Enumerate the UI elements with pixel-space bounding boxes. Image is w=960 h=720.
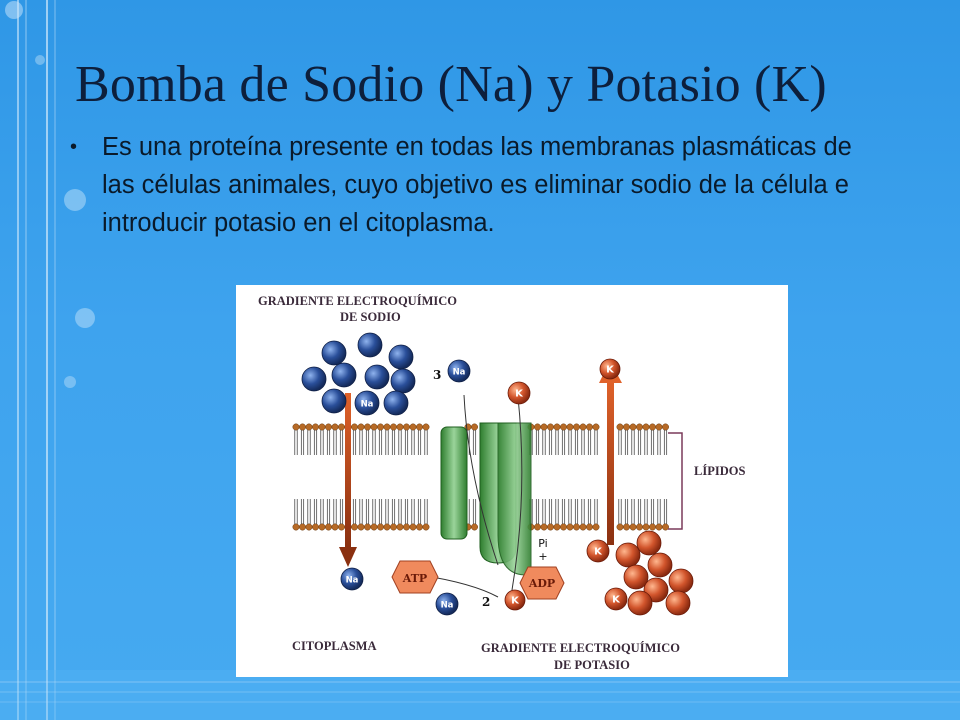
lipid-head: [593, 524, 599, 530]
pump-protein-right: [498, 423, 531, 575]
pi-label: Pi: [538, 537, 548, 550]
lipid-tail: [301, 430, 303, 455]
count-k: 2: [482, 595, 491, 609]
potassium-ion: [669, 569, 693, 593]
potassium-symbol: K: [511, 595, 519, 607]
lipid-tail: [562, 430, 564, 455]
lipid-head: [649, 524, 655, 530]
lipid-head: [662, 424, 668, 430]
lipid-head: [325, 524, 331, 530]
potassium-ion: [605, 588, 627, 610]
lipid-tail: [562, 499, 564, 524]
count-na: 3: [433, 368, 442, 382]
lipid-tail: [425, 430, 427, 455]
lipid-head: [643, 524, 649, 530]
lipid-head: [547, 524, 553, 530]
adp-label: ADP: [528, 577, 556, 590]
lipid-head: [643, 424, 649, 430]
lipid-tail: [556, 430, 558, 455]
lipid-head: [351, 524, 357, 530]
lipid-tail: [549, 499, 551, 524]
potassium-ion: [637, 531, 661, 555]
lipid-tail: [658, 499, 660, 524]
sodium-ion: [358, 333, 382, 357]
lipid-tail: [651, 430, 653, 455]
lipid-tail: [582, 430, 584, 455]
lipid-tail: [595, 499, 597, 524]
lipid-head: [560, 424, 566, 430]
sodium-gradient-arrow-shaft: [345, 393, 351, 547]
lipid-head: [586, 424, 592, 430]
lipid-head: [299, 524, 305, 530]
potassium-gradient-label-line2: DE POTASIO: [554, 658, 630, 672]
potassium-ion: [616, 543, 640, 567]
lipid-tail: [536, 499, 538, 524]
potassium-ion: [624, 565, 648, 589]
potassium-gradient-arrow-shaft: [607, 379, 614, 545]
lipid-tail: [588, 430, 590, 455]
potassium-symbol: K: [606, 364, 614, 376]
lipid-head: [416, 524, 422, 530]
lipid-head: [630, 524, 636, 530]
sodium-gradient-arrowhead: [339, 547, 357, 567]
lipid-head: [656, 524, 662, 530]
lipid-head: [403, 524, 409, 530]
lipid-tail: [327, 499, 329, 524]
lipid-head: [636, 524, 642, 530]
sodium-ion: [448, 360, 470, 382]
lipid-tail: [595, 430, 597, 455]
lipid-tail: [340, 499, 342, 524]
lipid-head: [586, 524, 592, 530]
lipid-tail: [418, 499, 420, 524]
lipid-head: [384, 524, 390, 530]
lipid-head: [371, 524, 377, 530]
potassium-ion: [508, 382, 530, 404]
lipid-tail: [536, 430, 538, 455]
lipid-tail: [569, 499, 571, 524]
lipid-head: [423, 424, 429, 430]
lipid-tail: [664, 499, 666, 524]
lipid-tail: [308, 499, 310, 524]
sodium-ion: [322, 389, 346, 413]
lipid-head: [358, 424, 364, 430]
lipid-tail: [582, 499, 584, 524]
lipid-head: [377, 424, 383, 430]
sodium-symbol: Na: [345, 575, 359, 586]
sodium-ion: [389, 345, 413, 369]
lipid-head: [471, 524, 477, 530]
lipid-tail: [588, 499, 590, 524]
lipid-tail: [473, 499, 475, 524]
lipid-head: [384, 424, 390, 430]
sodium-symbol: Na: [440, 600, 454, 611]
lipid-tail: [556, 499, 558, 524]
lipid-tail: [405, 430, 407, 455]
lipid-tail: [638, 430, 640, 455]
lipid-tail: [327, 430, 329, 455]
lipid-head: [390, 424, 396, 430]
atp-label: ATP: [402, 572, 428, 585]
lipid-tail: [645, 499, 647, 524]
lipid-head: [573, 524, 579, 530]
lipid-head: [319, 524, 325, 530]
bullet-list: [60, 128, 860, 242]
lipid-head: [332, 424, 338, 430]
lipid-head: [623, 524, 629, 530]
lipid-head: [623, 424, 629, 430]
lipid-head: [541, 424, 547, 430]
lipid-tail: [353, 430, 355, 455]
potassium-ion: [648, 553, 672, 577]
lipid-tail: [638, 499, 640, 524]
lipid-head: [567, 424, 573, 430]
lipid-head: [617, 424, 623, 430]
lipid-head: [593, 424, 599, 430]
potassium-symbol: K: [515, 388, 523, 400]
lipid-head: [630, 424, 636, 430]
lipid-head: [332, 524, 338, 530]
lipid-tail: [619, 430, 621, 455]
lipid-tail: [373, 499, 375, 524]
lipid-tail: [340, 430, 342, 455]
lipid-tail: [543, 499, 545, 524]
lipid-head: [364, 424, 370, 430]
lipid-tail: [301, 499, 303, 524]
lipid-tail: [575, 499, 577, 524]
lipid-tail: [314, 499, 316, 524]
lipid-head: [338, 424, 344, 430]
potassium-symbol: K: [612, 594, 620, 606]
potassium-symbol: K: [594, 546, 602, 558]
lipid-head: [560, 524, 566, 530]
lipid-head: [410, 424, 416, 430]
lipid-tail: [412, 430, 414, 455]
lipid-head: [364, 524, 370, 530]
lipid-head: [573, 424, 579, 430]
lipid-head: [312, 524, 318, 530]
potassium-ion: [505, 590, 525, 610]
lipid-head: [299, 424, 305, 430]
lipid-tail: [543, 430, 545, 455]
lipid-tail: [645, 430, 647, 455]
lipid-tail: [399, 430, 401, 455]
lipid-head: [377, 524, 383, 530]
lipid-tail: [399, 499, 401, 524]
cytoplasm-label: CITOPLASMA: [292, 639, 377, 653]
lipid-tail: [373, 430, 375, 455]
lipid-head: [390, 524, 396, 530]
sodium-ion: [391, 369, 415, 393]
lipid-head: [338, 524, 344, 530]
lipid-tail: [334, 499, 336, 524]
lipid-tail: [473, 430, 475, 455]
plus-sign: +: [538, 550, 548, 563]
sodium-symbol: Na: [452, 367, 466, 378]
sodium-ion: [302, 367, 326, 391]
slide-title: Bomba de Sodio (Na) y Potasio (K): [75, 56, 827, 113]
lipid-tail: [386, 499, 388, 524]
lipid-tail: [632, 430, 634, 455]
lipid-tail: [360, 430, 362, 455]
lipid-head: [306, 424, 312, 430]
lipid-tail: [619, 499, 621, 524]
lipid-tail: [321, 499, 323, 524]
potassium-ion: [600, 359, 620, 379]
lipid-tail: [392, 430, 394, 455]
lipid-tail: [360, 499, 362, 524]
lipid-tail: [405, 499, 407, 524]
lipid-head: [541, 524, 547, 530]
sodium-ion: [436, 593, 458, 615]
lipid-tail: [353, 499, 355, 524]
lipid-tail: [425, 499, 427, 524]
lipid-head: [567, 524, 573, 530]
lipid-tail: [658, 430, 660, 455]
lipid-tail: [625, 430, 627, 455]
lipid-tail: [418, 430, 420, 455]
sodium-gradient-label-line1: GRADIENTE ELECTROQUÍMICO: [258, 294, 457, 308]
lipid-tail: [549, 430, 551, 455]
bullet-item: [60, 128, 860, 242]
lipid-head: [636, 424, 642, 430]
sodium-potassium-pump-diagram: [236, 285, 788, 677]
lipid-head: [656, 424, 662, 430]
lipid-head: [547, 424, 553, 430]
lipid-head: [554, 524, 560, 530]
lipid-head: [371, 424, 377, 430]
lipid-tail: [334, 430, 336, 455]
lipid-tail: [651, 499, 653, 524]
lipids-bracket: [668, 433, 682, 529]
lipid-head: [306, 524, 312, 530]
lipid-tail: [412, 499, 414, 524]
lipid-tail: [295, 430, 297, 455]
lipid-tail: [386, 430, 388, 455]
lipid-tail: [379, 499, 381, 524]
lipid-tail: [392, 499, 394, 524]
lipid-head: [312, 424, 318, 430]
lipid-head: [649, 424, 655, 430]
sodium-ion: [365, 365, 389, 389]
lipid-head: [397, 524, 403, 530]
lipid-head: [416, 424, 422, 430]
sodium-ion: [355, 391, 379, 415]
lipid-tail: [379, 430, 381, 455]
lipid-tail: [575, 430, 577, 455]
lipid-head: [293, 424, 299, 430]
lipid-tail: [632, 499, 634, 524]
lipid-head: [471, 424, 477, 430]
lipid-head: [410, 524, 416, 530]
bullet-text: Es una proteína presente en todas las membranas plasmáticas de las células animales, cuyo objetivo es eliminar sodio de la célula e introducir potasio en el citoplasma.: [102, 133, 852, 237]
sodium-ion: [341, 568, 363, 590]
potassium-ion: [666, 591, 690, 615]
lipid-head: [325, 424, 331, 430]
lipid-head: [403, 424, 409, 430]
lipid-tail: [366, 430, 368, 455]
lipid-tail: [569, 430, 571, 455]
lipid-tail: [664, 430, 666, 455]
sodium-ion: [332, 363, 356, 387]
lipid-head: [293, 524, 299, 530]
bullet-marker: •: [70, 136, 78, 158]
sodium-ion: [322, 341, 346, 365]
sodium-gradient-label-line2: DE SODIO: [340, 310, 401, 324]
sodium-symbol: Na: [360, 399, 374, 410]
lipid-head: [351, 424, 357, 430]
potassium-gradient-label-line1: GRADIENTE ELECTROQUÍMICO: [481, 641, 680, 655]
lipid-tail: [366, 499, 368, 524]
lipid-head: [554, 424, 560, 430]
lipid-head: [358, 524, 364, 530]
lipid-tail: [625, 499, 627, 524]
lipid-head: [534, 524, 540, 530]
lipid-head: [580, 524, 586, 530]
sodium-ion: [384, 391, 408, 415]
potassium-ion: [587, 540, 609, 562]
potassium-ion: [628, 591, 652, 615]
lipid-head: [662, 524, 668, 530]
lipid-tail: [308, 430, 310, 455]
lipid-tail: [321, 430, 323, 455]
lipid-head: [319, 424, 325, 430]
lipid-head: [397, 424, 403, 430]
lipid-head: [423, 524, 429, 530]
lipid-head: [580, 424, 586, 430]
lipids-label: LÍPIDOS: [694, 464, 746, 478]
lipid-head: [617, 524, 623, 530]
lipid-tail: [295, 499, 297, 524]
lipid-head: [534, 424, 540, 430]
pump-protein-left: [441, 427, 467, 539]
lipid-tail: [314, 430, 316, 455]
